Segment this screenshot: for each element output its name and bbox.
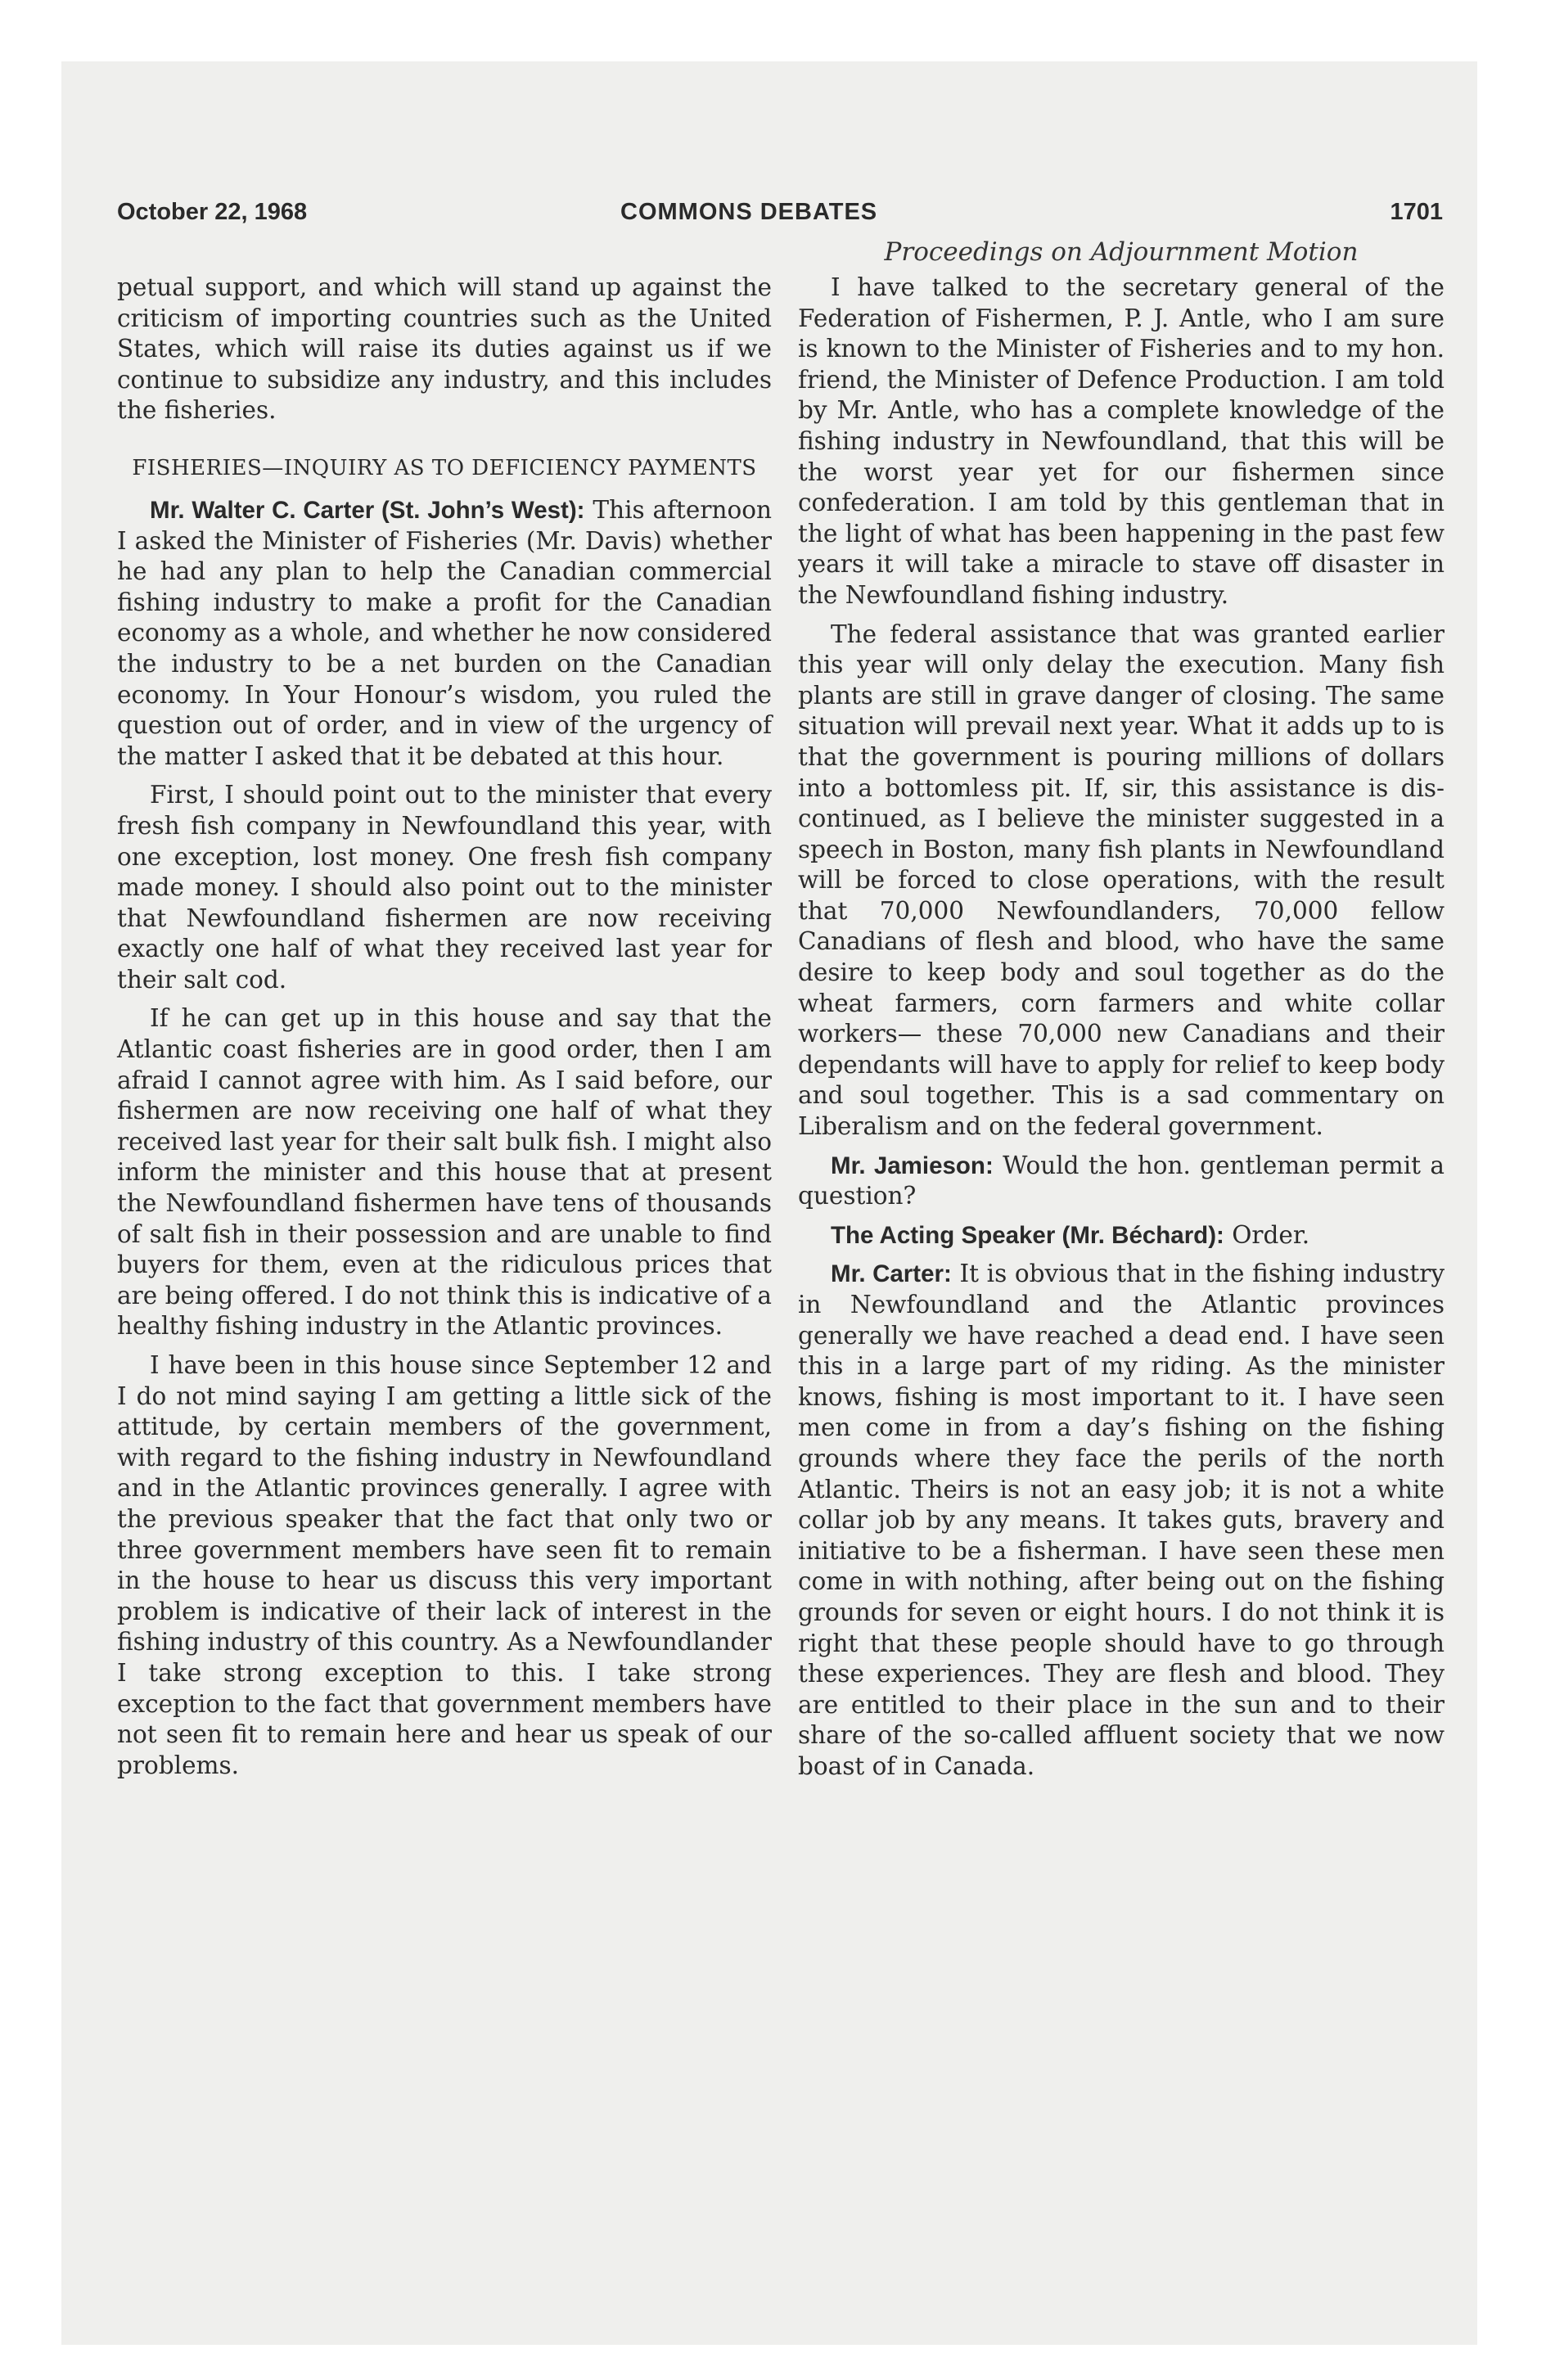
paragraph bbox=[798, 1259, 1445, 1782]
paragraph bbox=[798, 1220, 1445, 1251]
paragraph: The federal assistance that was granted earlier this year will only delay the execution. Many fish plants are still in grave danger of closing. The same situation will prevail next year. What it adds up to is that the government is pouring millions of dollars into a bottomless pit. If, sir, this assistance is discontinued, as I believe the minister suggested in a speech in Boston, many fish plants in Newfoundland will be forced to close operations, with the result that 70,000 Newfoundlanders, 70,000 fellow Canadians of flesh and blood, who have the same desire to keep body and soul together as do the wheat farmers, corn farmers and white collar workers— these 70,000 new Canadians and their dependants will have to apply for relief to keep body and soul together. This is a sad commentary on Liberalism and on the federal government. bbox=[798, 620, 1445, 1141]
paragraph-text: Would the hon. gentleman permit a question? bbox=[798, 1151, 1445, 1210]
speaker-name: The Acting Speaker (Mr. Béchard): bbox=[831, 1221, 1224, 1249]
section-heading: FISHERIES—INQUIRY AS TO DEFICIENCY PAYMENTS bbox=[132, 455, 757, 480]
right-column bbox=[798, 273, 1445, 1791]
running-subheader: Proceedings on Adjournment Motion bbox=[884, 237, 1359, 267]
paragraph bbox=[798, 1151, 1445, 1212]
paragraph-text: Order. bbox=[1224, 1220, 1310, 1249]
paragraph-text: It is obvious that in the fishing industry in Newfoundland and the Atlantic provinces generally we have reached a dead end. I have seen this in a large part of my riding. As the minister knows, fishing is most important to it. I have seen men come in from a day’s fishing on the fishing grounds where they face the perils of the north Atlantic. Theirs is not an easy job; it is not a white collar job by any means. It takes guts, bravery and initiative to be a fisherman. I have seen these men come in with nothing, after being out on the fishing grounds for seven or eight hours. I do not think it is right that these people should have to go through these experiences. They are flesh and blood. They are entitled to their place in the sun and to their share of the so-called affluent society that we now boast of in Canada. bbox=[798, 1260, 1445, 1780]
speaker-name: Mr. Jamieson: bbox=[831, 1152, 994, 1179]
header-title: COMMONS DEBATES bbox=[620, 199, 878, 225]
paragraph: If he can get up in this house and say that the Atlantic coast fisheries are in good order, then I am afraid I cannot agree with him. As I said before, our fishermen are now receiving one half of what they received last year for their salt bulk fish. I might also inform the minister and this house that at present the Newfoundland fishermen have tens of thousands of salt fish in their possession and are unable to find buyers for them, even at the ridiculous prices that are being offered. I do not think this is indicative of a healthy fishing industry in the Atlantic provinces. bbox=[117, 1004, 772, 1341]
speaker-name: Mr. Walter C. Carter (St. John’s West): bbox=[150, 496, 585, 524]
header-date: October 22, 1968 bbox=[117, 199, 308, 225]
paragraph: First, I should point out to the minister that every fresh fish company in Newfoundland this year, with one exception, lost money. One fresh fish company made money. I should also point out to the minister that Newfoundland fishermen are now receiving exactly one half of what they received last year for their salt cod. bbox=[117, 781, 772, 994]
paragraph: petual support, and which will stand up against the criticism of importing countries such as the United States, which will raise its duties against us if we continue to subsidize any industry, and this includes the fisheries. bbox=[117, 273, 772, 425]
left-column bbox=[117, 273, 772, 1789]
paragraph bbox=[117, 495, 772, 772]
paragraph: I have been in this house since September 12 and I do not mind saying I am getting a little sick of the attitude, by certain members of the government, with regard to the fishing industry in Newfoundland and in the Atlantic provinces generally. I agree with the previous speaker that the fact that only two or three government members have seen fit to remain in the house to hear us discuss this very important problem is indicative of their lack of interest in the fishing industry of this country. As a Newfoundlander I take strong exception to this. I take strong exception to the fact that government members have not seen fit to remain here and hear us speak of our problems. bbox=[117, 1351, 772, 1779]
page-number: 1701 bbox=[1390, 199, 1443, 225]
speaker-name: Mr. Carter: bbox=[831, 1260, 952, 1288]
page-header bbox=[117, 199, 1443, 232]
paragraph-text: This afternoon I asked the Minister of Fisheries (Mr. Davis) whether he had any plan to help the Canadian commercial fishing industry to make a profit for the Canadian economy as a whole, and whether he now considered the industry to be a net burden on the Canadian economy. In Your Honour’s wisdom, you ruled the question out of order, and in view of the urgency of the matter I asked that it be debated at this hour. bbox=[117, 495, 772, 770]
paragraph: I have talked to the secretary general of the Federation of Fishermen, P. J. Antle, who I am sure is known to the Minister of Fisheries and to my hon. friend, the Minister of Defence Production. I am told by Mr. Antle, who has a complete knowledge of the fishing industry in Newfoundland, that this will be the worst year yet for our fishermen since confederation. I am told by this gentleman that in the light of what has been happening in the past few years it will take a miracle to stave off disaster in the Newfoundland fishing industry. bbox=[798, 273, 1445, 609]
